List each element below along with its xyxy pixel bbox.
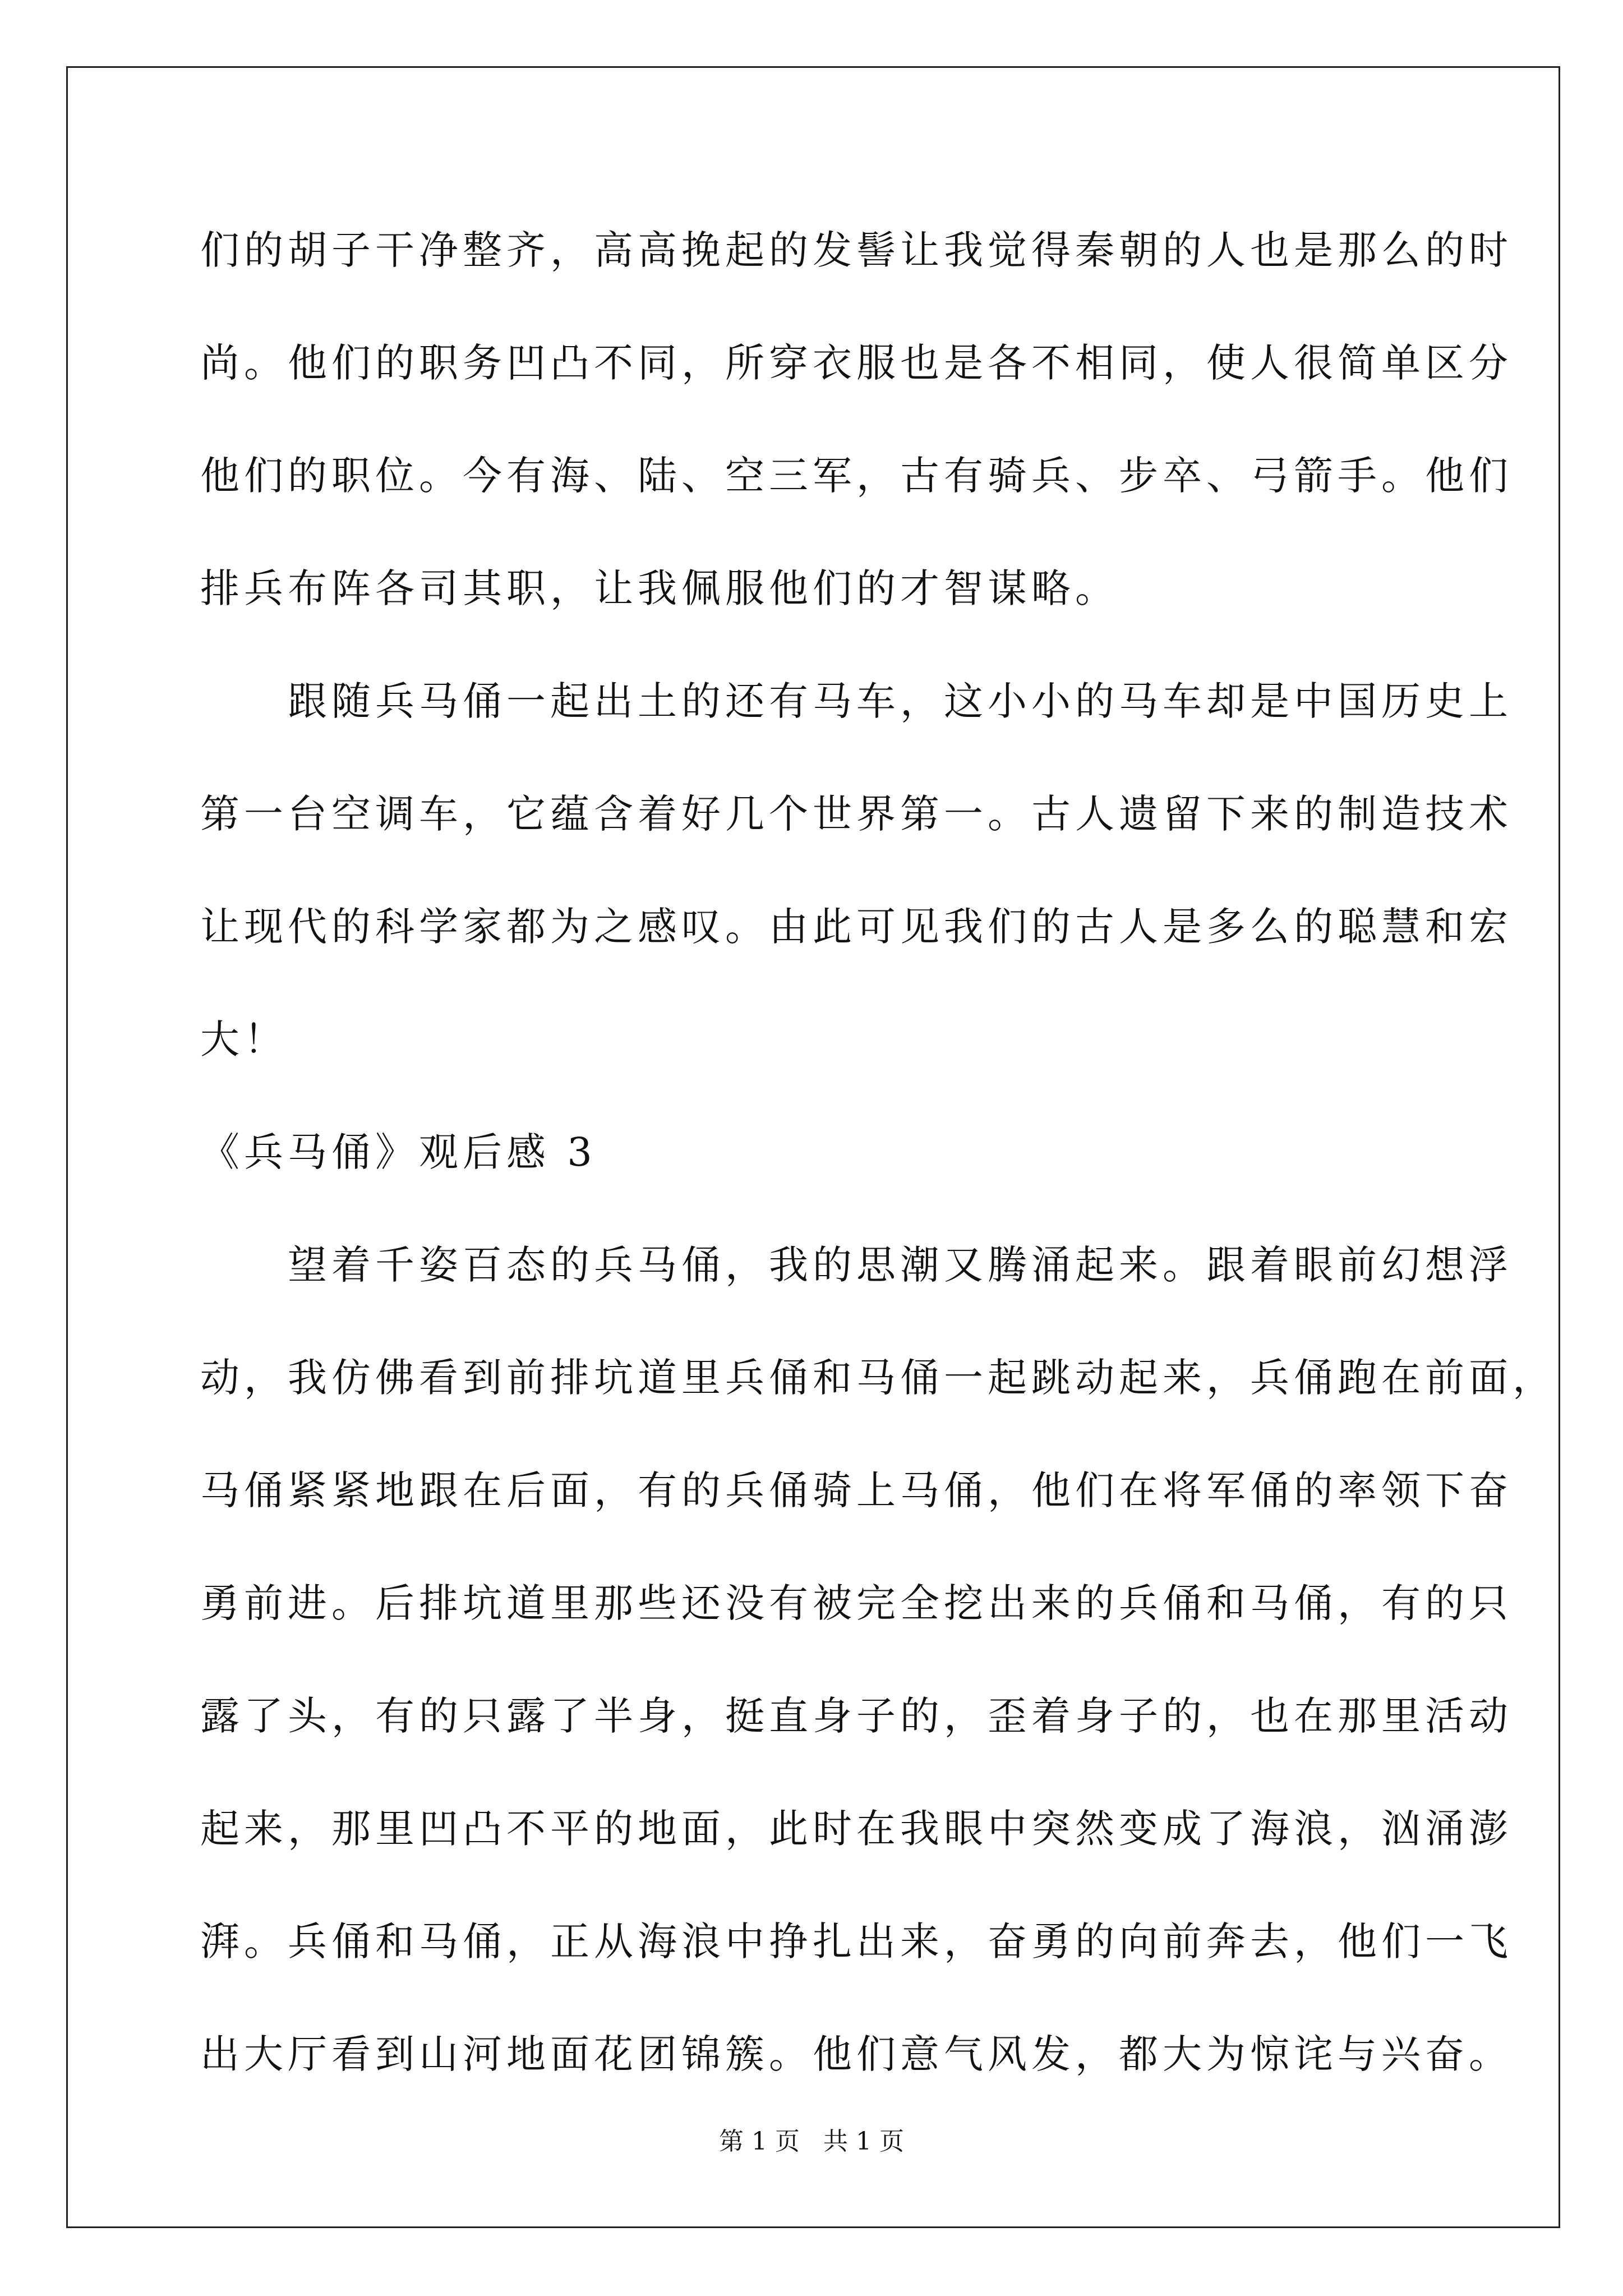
text-line: 勇前进。后排坑道里那些还没有被完全挖出来的兵俑和马俑，有的只 bbox=[200, 1580, 1513, 1626]
text-line: 马俑紧紧地跟在后面，有的兵俑骑上马俑，他们在将军俑的率领下奋 bbox=[200, 1467, 1513, 1513]
text-line: 出大厅看到山河地面花团锦簇。他们意气风发，都大为惊诧与兴奋。 bbox=[200, 2031, 1513, 2077]
text-line: 动，我仿佛看到前排坑道里兵俑和马俑一起跳动起来，兵俑跑在前面， bbox=[200, 1355, 1556, 1401]
page-total: 共 1 页 bbox=[823, 2127, 904, 2156]
page-footer bbox=[0, 2125, 1623, 2159]
text-line: 第一台空调车，它蕴含着好几个世界第一。古人遗留下来的制造技术 bbox=[200, 791, 1513, 837]
text-line: 排兵布阵各司其职，让我佩服他们的才智谋略。 bbox=[200, 565, 1119, 611]
page-number: 第 1 页 bbox=[719, 2127, 800, 2156]
text-line: 让现代的科学家都为之感叹。由此可见我们的古人是多么的聪慧和宏 bbox=[200, 904, 1513, 950]
document-body bbox=[200, 211, 1556, 2128]
text-line: 露了头，有的只露了半身，挺直身子的，歪着身子的，也在那里活动 bbox=[200, 1693, 1513, 1739]
text-line: 尚。他们的职务凹凸不同，所穿衣服也是各不相同，使人很简单区分 bbox=[200, 340, 1513, 386]
text-line: 们的胡子干净整齐，高高挽起的发髻让我觉得秦朝的人也是那么的时 bbox=[200, 227, 1513, 273]
section-heading: 《兵马俑》观后感 3 bbox=[200, 1129, 597, 1175]
text-line: 大！ bbox=[200, 1016, 288, 1062]
text-line: 跟随兵马俑一起出土的还有马车，这小小的马车却是中国历史上 bbox=[200, 678, 1513, 724]
text-line: 湃。兵俑和马俑，正从海浪中挣扎出来，奋勇的向前奔去，他们一飞 bbox=[200, 1918, 1513, 1964]
text-line: 他们的职位。今有海、陆、空三军，古有骑兵、步卒、弓箭手。他们 bbox=[200, 453, 1513, 499]
text-line: 望着千姿百态的兵马俑，我的思潮又腾涌起来。跟着眼前幻想浮 bbox=[200, 1242, 1513, 1288]
text-line: 起来，那里凹凸不平的地面，此时在我眼中突然变成了海浪，汹涌澎 bbox=[200, 1806, 1513, 1852]
